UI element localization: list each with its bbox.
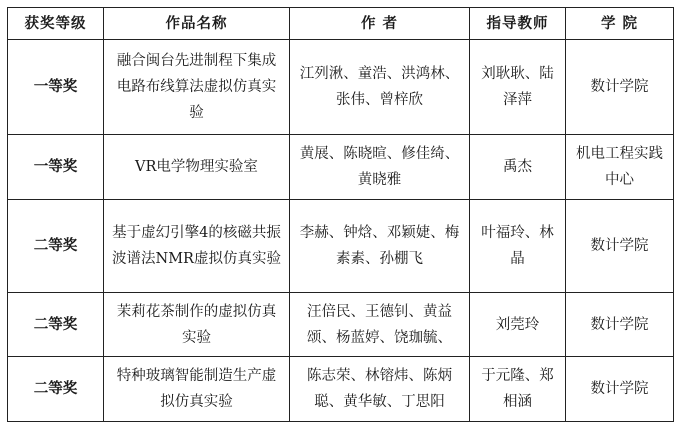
project-name-cell: VR电学物理实验室 <box>104 135 290 200</box>
header-project: 作品名称 <box>104 8 290 40</box>
college-cell: 数计学院 <box>566 40 674 135</box>
project-name-cell: 融合闽台先进制程下集成电路布线算法虚拟仿真实验 <box>104 40 290 135</box>
award-level-cell: 二等奖 <box>8 293 104 357</box>
advisors-cell: 刘莞玲 <box>470 293 566 357</box>
header-advisors: 指导教师 <box>470 8 566 40</box>
table-row <box>8 293 674 357</box>
advisors-cell: 叶福玲、林晶 <box>470 200 566 293</box>
authors-cell: 黄展、陈晓暄、修佳绮、黄晓雅 <box>290 135 470 200</box>
table-row <box>8 40 674 135</box>
college-cell: 数计学院 <box>566 293 674 357</box>
header-level: 获奖等级 <box>8 8 104 40</box>
award-level-cell: 二等奖 <box>8 357 104 422</box>
authors-cell: 江列湫、童浩、洪鸿林、张伟、曾梓欣 <box>290 40 470 135</box>
advisors-cell: 于元隆、郑相涵 <box>470 357 566 422</box>
project-name-cell: 茉莉花茶制作的虚拟仿真实验 <box>104 293 290 357</box>
college-cell: 数计学院 <box>566 200 674 293</box>
table-row <box>8 200 674 293</box>
table-row <box>8 357 674 422</box>
header-authors: 作 者 <box>290 8 470 40</box>
project-name-cell: 基于虚幻引擎4的核磁共振波谱法NMR虚拟仿真实验 <box>104 200 290 293</box>
college-cell: 机电工程实践中心 <box>566 135 674 200</box>
authors-cell: 李赫、钟焓、邓颖婕、梅素素、孙棚飞 <box>290 200 470 293</box>
advisors-cell: 禹杰 <box>470 135 566 200</box>
authors-cell: 汪倍民、王德钊、黄益颂、杨蓝婷、饶珈毓、 <box>290 293 470 357</box>
awards-table <box>7 7 674 422</box>
award-level-cell: 一等奖 <box>8 135 104 200</box>
project-name-cell: 特种玻璃智能制造生产虚拟仿真实验 <box>104 357 290 422</box>
college-cell: 数计学院 <box>566 357 674 422</box>
award-level-cell: 二等奖 <box>8 200 104 293</box>
award-level-cell: 一等奖 <box>8 40 104 135</box>
authors-cell: 陈志荣、林镕炜、陈炳聪、黄华敏、丁思阳 <box>290 357 470 422</box>
advisors-cell: 刘耿耿、陆泽萍 <box>470 40 566 135</box>
header-row <box>8 8 674 40</box>
table-row <box>8 135 674 200</box>
header-college: 学 院 <box>566 8 674 40</box>
